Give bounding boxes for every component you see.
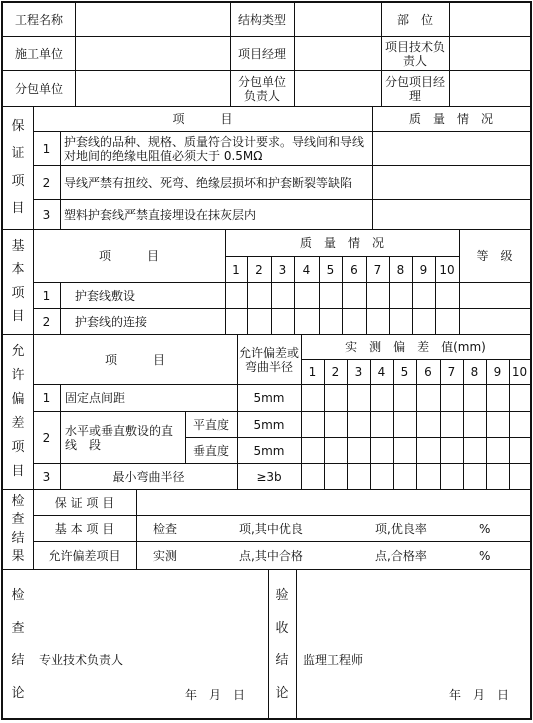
left-date-label: 年 月 日 (185, 688, 246, 702)
column-number: 6 (350, 262, 358, 277)
column-number: 2 (331, 365, 340, 379)
tech-lead-signer-label: 专业技术负责人 (39, 653, 124, 667)
basic-col-quality: 质 量 情 况 (299, 236, 384, 250)
section-label-char: 项 (11, 285, 25, 301)
basic-row-no: 2 (42, 314, 51, 329)
section-label-char: 基 (11, 238, 25, 254)
column-number: 4 (377, 365, 386, 379)
tolerance-row-value: 5mm (253, 391, 285, 405)
basic-row-text: 护套线敷设 (75, 288, 136, 303)
section-label-char: 目 (11, 464, 25, 479)
tolerance-row-text: 固定点间距 (65, 391, 126, 405)
column-number: 5 (400, 365, 409, 379)
section-label-char: 结 (11, 530, 25, 546)
check-basic-count-label: 检查 (153, 521, 178, 536)
column-number: 1 (308, 365, 317, 379)
basic-col-item: 项 目 (98, 249, 159, 263)
section-label-char: 保 (11, 119, 25, 135)
tolerance-row-no: 3 (42, 469, 51, 484)
guarantee-row-no: 1 (42, 141, 51, 156)
check-tolerance-label: 允许偏差项目 (48, 548, 121, 563)
check-tolerance-measured-label: 实测 (153, 548, 178, 563)
section-label-char: 证 (11, 146, 25, 162)
section-label-char: 目 (11, 309, 25, 325)
column-number: 10 (439, 262, 455, 277)
basic-col-grade: 等 级 (476, 249, 513, 263)
inspection-conclusion-label (3, 570, 33, 720)
guarantee-col-item: 项 目 (172, 112, 233, 126)
tolerance-row-text: 水平或垂直敷设的直 线 段 (65, 423, 186, 452)
basic-section-label (3, 230, 33, 334)
project-manager-label: 项目经理 (237, 46, 286, 61)
tolerance-col-measured: 实 测 偏 差 值(mm) (345, 340, 486, 354)
supervisor-signer-label: 监理工程师 (303, 653, 364, 667)
column-number: 7 (447, 365, 456, 379)
subcontract-unit-label: 分包单位 (14, 81, 63, 96)
basic-row-no: 1 (42, 288, 51, 303)
section-label-char: 检 (11, 587, 25, 603)
column-number: 8 (470, 365, 479, 379)
section-label-char: 本 (11, 262, 25, 278)
guarantee-section-label (3, 107, 33, 229)
column-number: 9 (493, 365, 502, 379)
tolerance-row-value: ≥3b (256, 469, 282, 484)
check-basic-label: 基 本 项 目 (54, 521, 115, 536)
tolerance-subrow-value: 5mm (253, 417, 285, 432)
subcontract-lead-label: 分包单位负责人 (237, 74, 286, 103)
column-number: 7 (373, 262, 382, 277)
column-number: 4 (302, 262, 311, 277)
tolerance-subrow-text: 平直度 (192, 417, 229, 432)
tolerance-row-text: 最小弯曲半径 (112, 469, 185, 484)
basic-row-text: 护套线的连接 (75, 314, 148, 329)
column-number: 3 (278, 262, 287, 277)
check-section-label (3, 490, 33, 569)
section-label-char: 结 (11, 653, 25, 669)
section-label-char: 项 (11, 173, 25, 189)
guarantee-row-no: 2 (42, 175, 51, 190)
section-label-char: 偏 (11, 392, 25, 407)
department-label: 部 位 (396, 12, 433, 27)
tolerance-col-allow: 允许偏差或弯曲半径 (239, 345, 300, 374)
section-label-char: 结 (275, 653, 289, 669)
check-basic-excellent-label: 项,其中优良 (239, 521, 303, 536)
acceptance-conclusion-label (268, 570, 296, 720)
check-basic-rate-label: 项,优良率 (375, 521, 427, 536)
check-basic-percent: % (479, 521, 491, 536)
section-label-char: 检 (11, 493, 25, 509)
column-number: 8 (396, 262, 405, 277)
column-number: 2 (255, 262, 263, 277)
section-label-char: 验 (275, 587, 289, 603)
tolerance-row-no: 1 (42, 391, 51, 405)
column-number: 1 (232, 262, 240, 277)
column-number: 3 (354, 365, 363, 379)
section-label-char: 目 (11, 200, 25, 216)
guarantee-col-quality: 质 量 情 况 (408, 112, 493, 126)
project-tech-lead-label: 项目技术负责人 (384, 39, 445, 68)
guarantee-row-text: 导线严禁有扭绞、死弯、绝缘层损坏和护套断裂等缺陷 (64, 175, 353, 190)
check-tolerance-pass-label: 点,其中合格 (239, 548, 303, 563)
tolerance-section-label (3, 335, 33, 489)
column-number: 9 (419, 262, 428, 277)
section-label-char: 收 (275, 620, 289, 636)
construction-unit-label: 施工单位 (14, 46, 63, 61)
column-number: 6 (424, 365, 432, 379)
section-label-char: 论 (275, 686, 289, 702)
check-tolerance-percent: % (479, 548, 491, 563)
right-date-label: 年 月 日 (449, 688, 510, 702)
column-number: 10 (511, 365, 528, 379)
tolerance-subrow-value: 5mm (253, 443, 285, 458)
section-label-char: 许 (11, 368, 25, 383)
guarantee-row-no: 3 (42, 207, 51, 222)
section-label-char: 论 (11, 686, 25, 702)
column-number: 5 (326, 262, 335, 277)
subproject-manager-label: 分包项目经理 (385, 74, 446, 103)
inspection-form (1, 1, 532, 720)
tolerance-subrow-text: 垂直度 (192, 443, 229, 458)
check-tolerance-rate-label: 点,合格率 (375, 548, 427, 563)
section-label-char: 允 (11, 344, 25, 359)
project-name-label: 工程名称 (14, 12, 63, 27)
section-label-char: 查 (11, 512, 25, 528)
tolerance-col-item: 项 目 (104, 352, 165, 367)
section-label-char: 项 (11, 440, 25, 455)
section-label-char: 差 (11, 416, 25, 431)
tolerance-row-no: 2 (42, 430, 51, 445)
guarantee-row-text: 护套线的品种、规格、质量符合设计要求。导线间和导线对地间的绝缘电阻值必须大于 0.5MΩ (64, 134, 365, 163)
section-label-char: 查 (11, 620, 25, 636)
section-label-char: 果 (11, 549, 25, 565)
check-guarantee-label: 保 证 项 目 (54, 495, 115, 510)
guarantee-row-text: 塑料护套线严禁直接埋设在抹灰层内 (64, 207, 257, 222)
structure-type-label: 结构类型 (237, 12, 286, 27)
